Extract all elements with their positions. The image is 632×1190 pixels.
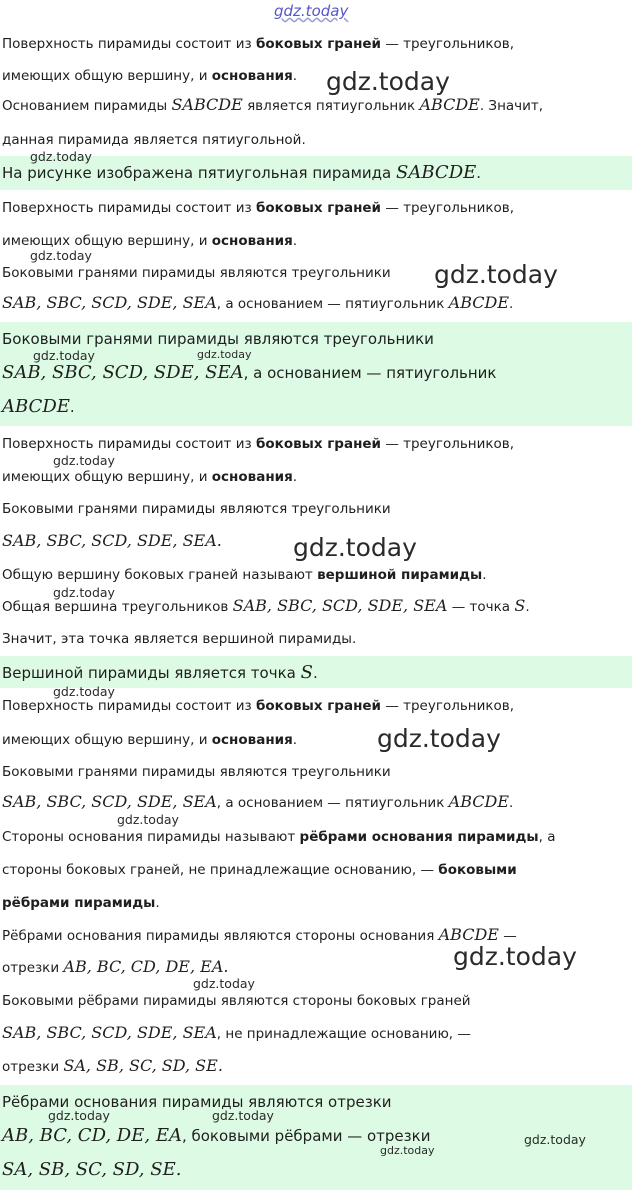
paragraph-surface-definition-4: Поверхность пирамиды состоит из боковых граней — треугольников, <box>2 698 515 714</box>
paragraph-apex-definition: Общую вершину боковых граней называют вершиной пирамиды. <box>2 567 487 583</box>
watermark: gdz.today <box>380 1144 435 1157</box>
watermark: gdz.today <box>53 453 115 468</box>
paragraph-lateral-faces: Боковыми гранями пирамиды являются треугольники <box>2 265 391 281</box>
watermark-top: gdz.today <box>274 2 349 20</box>
paragraph-lateral-faces-4-list: SAB, SBC, SCD, SDE, SEA, а основанием — пятиугольник ABCDE. <box>2 792 514 811</box>
paragraph-surface-definition-cont: имеющих общую вершину, и основания. <box>2 68 298 84</box>
paragraph-surface-definition-3: Поверхность пирамиды состоит из боковых граней — треугольников, <box>2 436 515 452</box>
watermark: gdz.today <box>30 248 92 263</box>
paragraph-lateral-faces-list: SAB, SBC, SCD, SDE, SEA, а основанием — пятиугольник ABCDE. <box>2 293 514 312</box>
watermark: gdz.today <box>197 348 252 361</box>
paragraph-lateral-edges-faces: SAB, SBC, SCD, SDE, SEA, не принадлежащие основанию, — <box>2 1023 471 1042</box>
paragraph-surface-definition-4-cont: имеющих общую вершину, и основания. <box>2 732 298 748</box>
answer-2-base: ABCDE. <box>2 396 75 417</box>
answer-3: Вершиной пирамиды является точка S. <box>2 662 318 683</box>
paragraph-surface-definition: Поверхность пирамиды состоит из боковых граней — треугольников, <box>2 36 515 52</box>
paragraph-lateral-edges-list: отрезки SA, SB, SC, SD, SE. <box>2 1056 223 1075</box>
paragraph-base: Основанием пирамиды SABCDE является пятиугольник ABCDE. Значит, <box>2 95 544 114</box>
watermark: gdz.today <box>453 942 577 971</box>
watermark: gdz.today <box>434 260 558 289</box>
watermark: gdz.today <box>193 976 255 991</box>
paragraph-lateral-faces-3: Боковыми гранями пирамиды являются треугольники <box>2 501 391 517</box>
paragraph-edges-definition-cont: стороны боковых граней, не принадлежащие основанию, — боковыми <box>2 862 517 878</box>
paragraph-surface-definition-3-cont: имеющих общую вершину, и основания. <box>2 469 298 485</box>
paragraph-surface-definition-2: Поверхность пирамиды состоит из боковых граней — треугольников, <box>2 200 515 216</box>
watermark: gdz.today <box>524 1132 586 1147</box>
paragraph-lateral-faces-4: Боковыми гранями пирамиды являются треугольники <box>2 764 391 780</box>
answer-4-lateral-edges: SA, SB, SC, SD, SE. <box>2 1159 182 1180</box>
watermark: gdz.today <box>48 1108 110 1123</box>
paragraph-apex-conclusion: Значит, эта точка является вершиной пирамиды. <box>2 631 357 647</box>
paragraph-edges-definition-end: рёбрами пирамиды. <box>2 895 160 911</box>
watermark: gdz.today <box>117 812 179 827</box>
paragraph-base-edges-list: отрезки AB, BC, CD, DE, EA. <box>2 957 229 976</box>
watermark: gdz.today <box>212 1108 274 1123</box>
answer-1: На рисунке изображена пятиугольная пирамида SABCDE. <box>2 162 482 183</box>
paragraph-common-vertex: Общая вершина треугольников SAB, SBC, SCD, SDE, SEA — точка S. <box>2 596 530 615</box>
watermark: gdz.today <box>30 149 92 164</box>
paragraph-edges-definition: Стороны основания пирамиды называют рёбрами основания пирамиды, а <box>2 829 556 845</box>
answer-4-base-edges: AB, BC, CD, DE, EA, боковыми рёбрами — отрезки <box>2 1125 431 1146</box>
watermark: gdz.today <box>377 724 501 753</box>
paragraph-base-edges: Рёбрами основания пирамиды являются стороны основания ABCDE — <box>2 925 517 944</box>
paragraph-lateral-edges: Боковыми рёбрами пирамиды являются стороны боковых граней <box>2 993 471 1009</box>
paragraph-surface-definition-2-cont: имеющих общую вершину, и основания. <box>2 233 298 249</box>
paragraph-lateral-faces-3-list: SAB, SBC, SCD, SDE, SEA. <box>2 531 222 550</box>
watermark: gdz.today <box>53 585 115 600</box>
answer-2: Боковыми гранями пирамиды являются треугольники <box>2 330 434 348</box>
watermark: gdz.today <box>53 684 115 699</box>
paragraph-pentagonal: данная пирамида является пятиугольной. <box>2 132 306 148</box>
watermark: gdz.today <box>293 533 417 562</box>
watermark: gdz.today <box>326 67 450 96</box>
answer-2-faces: SAB, SBC, SCD, SDE, SEA, а основанием — пятиугольник <box>2 362 497 383</box>
watermark: gdz.today <box>33 348 95 363</box>
answer-4: Рёбрами основания пирамиды являются отрезки <box>2 1093 392 1111</box>
